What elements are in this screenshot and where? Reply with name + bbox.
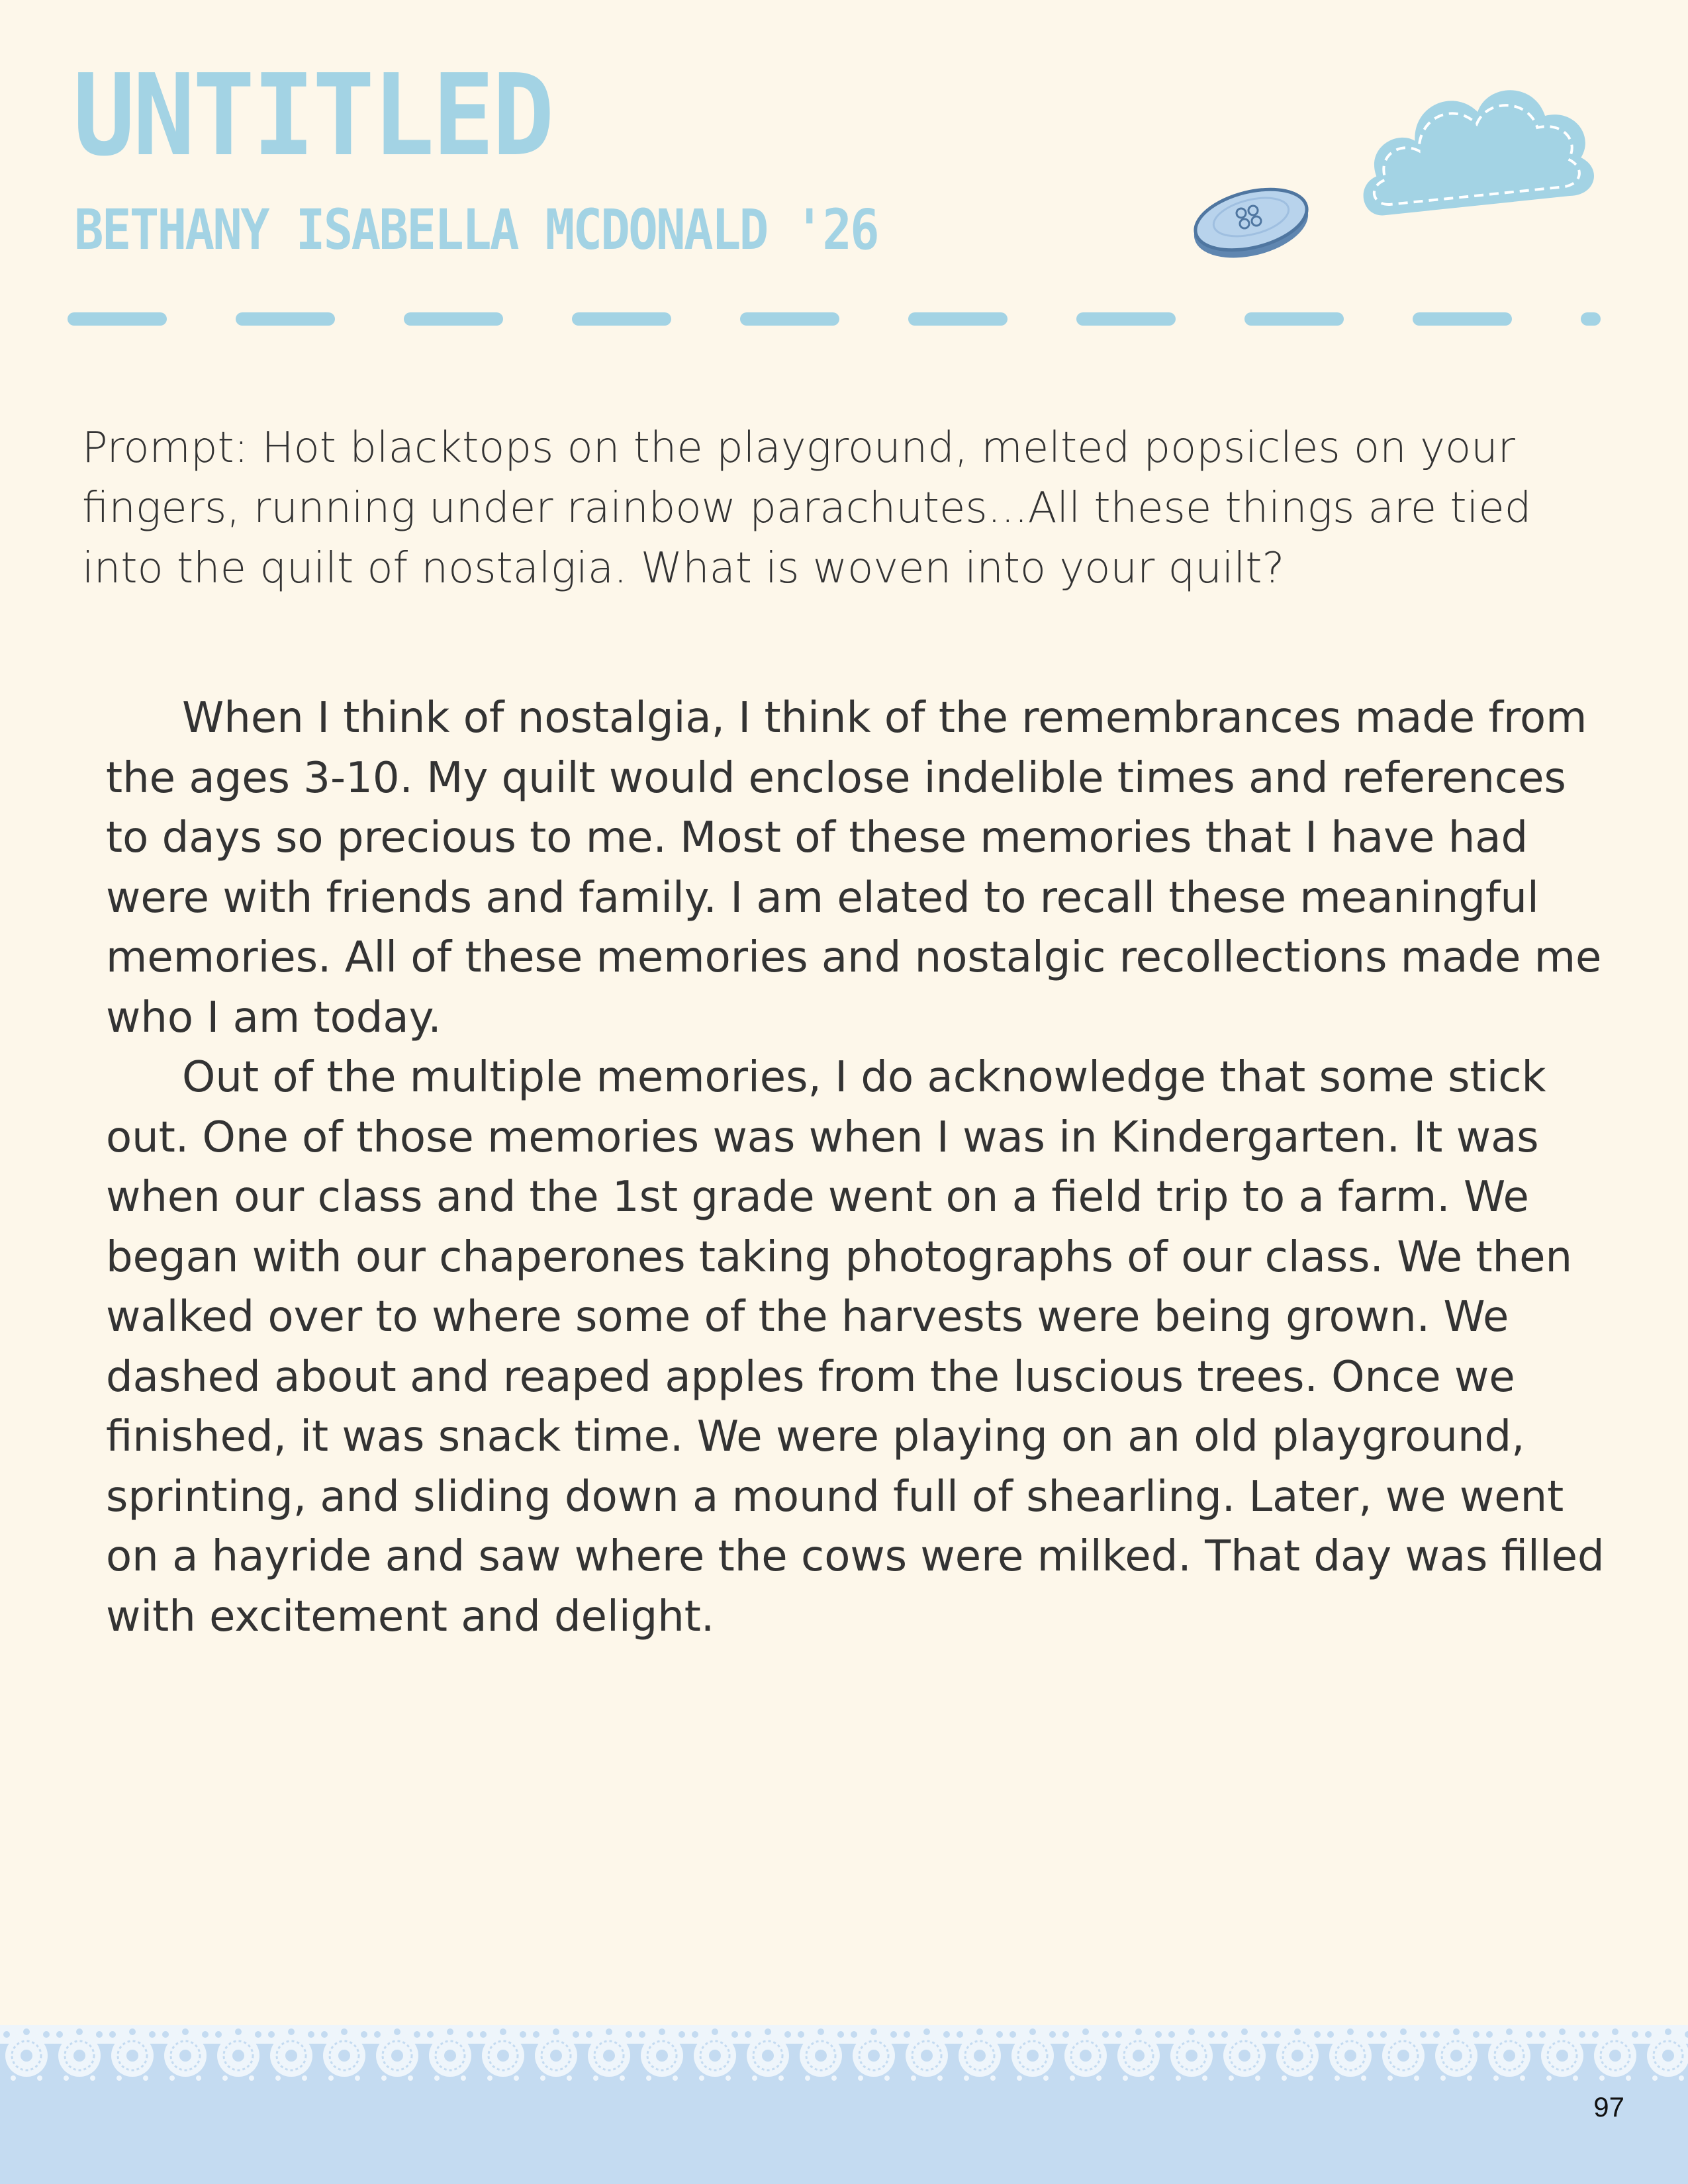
sewing-button-icon <box>1185 179 1317 265</box>
stitched-cloud-icon <box>1350 60 1602 238</box>
page-number: 97 <box>1593 2091 1624 2122</box>
page-title: UNTITLED <box>73 50 552 181</box>
lace-border <box>0 2025 1688 2091</box>
essay-paragraph: Out of the multiple memories, I do acknowledge that some stick out. One of those memories was when I was in Kindergarten. It was when our class and the 1st grade went on a field trip to a farm. We began with our chaperones taking photographs of our class. We then walked over to where some of the harvests were being grown. We dashed about and reaped apples from the luscious trees. Once we finished, it was snack time. We were playing on an old playground, sprinting, and sliding down a mound full of shearling. Later, we went on a hayride and saw where the cows were milked. That day was filled with excitement and delight. <box>106 1053 1605 1641</box>
author-byline: BETHANY ISABELLA MCDONALD '26 <box>74 197 878 262</box>
dashed-stitch-divider <box>66 311 1602 327</box>
writing-prompt: Prompt: Hot blacktops on the playground, melted popsicles on your fingers, running under rainbow parachutes...All these things are tied into the quilt of nostalgia. What is woven into your quilt? <box>82 424 1532 593</box>
essay-body <box>106 688 1609 1647</box>
essay-paragraph: When I think of nostalgia, I think of the remembrances made from the ages 3-10. My quilt would enclose indelible times and references to days so precious to me. Most of these memories that I have had were with friends and family. I am elated to recall these meaningful memories. All of these memories and nostalgic recollections made me who I am today. <box>106 694 1602 1042</box>
